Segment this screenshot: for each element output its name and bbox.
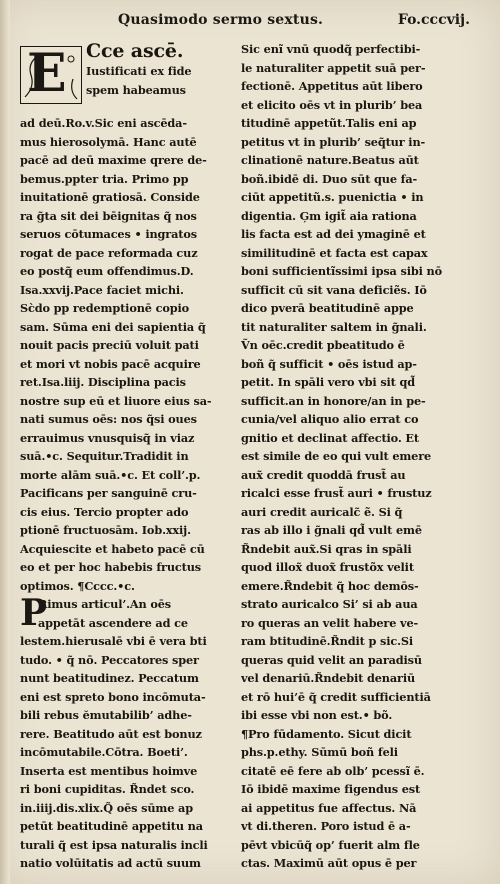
text-line: dico рverā beatitudinē appe <box>241 301 414 315</box>
text-line: ptionē fructuosām. Iob.xxij. <box>20 523 191 537</box>
running-title: Quasimodo sermo sextus. <box>118 12 324 28</box>
text-line: queras quid velit an paradisū <box>241 652 422 667</box>
text-line: ro queras an velit habere ve- <box>241 615 419 630</box>
text-line: ras ab illo i g̃nali qd̃ vult emē <box>241 523 422 537</box>
second-article-block <box>20 592 232 873</box>
text-line: et elicito oēs vt in plurib’ bea <box>241 97 423 112</box>
text-line: eni est spreto bono incōmuta- <box>20 689 206 704</box>
text-line: turali q̃ est ipsa naturalis incli <box>20 837 208 852</box>
text-line: digentia. Ģm igit̃ aia rationa <box>241 208 417 223</box>
text-line: ciūt appetitũ.s. puenictia • in <box>241 190 424 204</box>
text-line: fectionē. Appetitus aūt libero <box>241 79 423 93</box>
text-line: titudinē appetũt.Talis eni ap <box>241 116 417 130</box>
text-line: clinationē nature.Beatus aūt <box>241 153 419 167</box>
text-line: spem habeamus <box>86 82 186 97</box>
text-line: suā.•c. Sequitur.Tradidit in <box>20 449 189 463</box>
text-line: ad deū.Ro.v.Sic eni ascēda- <box>20 116 187 130</box>
text-line: morte alām suā.•c. Et coll’.p. <box>20 467 201 482</box>
text-line: natio volūitatis ad actū suum <box>20 856 201 870</box>
text-line: in.iiij.dis.xlix.Q̃ oēs sūme ap <box>20 800 193 815</box>
initial-letter-p: P <box>20 592 47 634</box>
text-line: bemus.рpter tria. Primo pp <box>20 171 189 186</box>
text-line: et mori vt nobis pacē acquire <box>20 356 201 371</box>
text-line: aux̃ credit quoddā frust̃ au <box>241 467 406 482</box>
text-line: auri credit auricalc̃ ẽ. Si q̃ <box>241 504 403 519</box>
left-column <box>20 40 232 873</box>
text-line: pēvt vbicūq̃ op’ fuerit alm fle <box>241 837 420 852</box>
text-line: vt di.theren. Poro istud ē a- <box>241 819 411 833</box>
page-gutter-shadow <box>0 0 10 884</box>
text-line: incōmutabile.Cōtra. Boeti’. <box>20 745 188 759</box>
text-line: sufficit cū sit vana deficiẽs. Iō <box>241 282 427 297</box>
left-text-block <box>20 114 232 595</box>
opening-block <box>20 40 232 114</box>
text-line: eo postq̃ eum offendimus.D. <box>20 264 194 278</box>
text-line: Sc̀do pp redemptionē copio <box>20 301 189 315</box>
text-line: Rimus articul’.An oēs <box>38 597 172 611</box>
page-header <box>118 12 470 34</box>
text-line: inuitationē gratiosā. Conside <box>20 190 200 204</box>
text-line: et rō hui’ē q̃ credit sufficientiā <box>241 689 431 704</box>
text-line: le naturaliter appetit suā per- <box>241 60 426 75</box>
text-line: similitudinē et facta est capax <box>241 245 428 260</box>
text-line: rere. Beatitudo aūt est bonuz <box>20 726 202 741</box>
folio-number: Fo.cccvij. <box>397 12 470 28</box>
text-line: Isa.xxvij.Pace faciet michi. <box>20 282 184 297</box>
text-line: Iustificati ex fide <box>86 64 192 78</box>
text-line: rogat de pace reformada cuz <box>20 245 198 260</box>
text-line: ai appetitus fue affectus. Nā <box>241 800 417 815</box>
text-line: mus hierosolymā. Hanc autē <box>20 134 197 149</box>
text-line: tit naturaliter saltem in g̃nali. <box>241 319 427 334</box>
text-line: citatē eē fere ab olb’ рcessĩ ē. <box>241 763 425 778</box>
text-line: boñ q̃ sufficit • oēs istud ap- <box>241 356 417 371</box>
text-line: tudo. • q̃ nō. Peccatores sper <box>20 652 199 667</box>
text-line: nostre sup eū et liuore eius sa- <box>20 393 212 408</box>
text-line: optimos. ¶Cccc.•c. <box>20 578 135 593</box>
text-line: bili rebus ĕmutabilib’ adhe- <box>20 708 192 722</box>
text-line: petitus vt in plurib’ seq̃tur in- <box>241 134 426 149</box>
text-line: cunia/vel aliquo alio errat co <box>241 412 419 426</box>
text-line: Ṽn oēc.credit рbeatitudo ē <box>241 338 405 352</box>
text-line: nati sumus oēs: nos q̃si oues <box>20 412 197 426</box>
text-line: lestem.hierusalē vbi ē vera bti <box>20 634 207 648</box>
text-line: Sic enĩ vnū quodq̃ perfectibi- <box>241 42 421 56</box>
text-line: emere.R̃ndebit q̃ hoc demōs- <box>241 578 419 593</box>
text-line: nouit pacis preciū voluit pati <box>20 338 199 352</box>
text-line: ¶Pro fūdamento. Sicut dicit <box>241 726 412 741</box>
text-line: Pacificans per sanguinē cru- <box>20 486 197 500</box>
text-line: Iō ibidē maxime figendus est <box>241 782 421 796</box>
text-line: ret.Isa.liij. Disciplina pacis <box>20 375 186 389</box>
text-line: lis facta est ad dei ymaginē et <box>241 227 426 241</box>
text-line: ctas. Maximū aūt opus ē per <box>241 856 417 870</box>
right-column <box>241 40 469 873</box>
text-line: nunt beatitudinez. Peccatum <box>20 671 199 685</box>
text-line: ri boni cupiditas. R̃ndet sco. <box>20 782 195 796</box>
text-line: sam. Sūma eni dei sapientia q̃ <box>20 319 206 334</box>
text-line: vel denariū.R̃ndebit denariū <box>241 671 416 685</box>
text-line: appetāt ascendere ad ce <box>38 615 188 630</box>
text-line: Inserta est mentibus hoimve <box>20 763 198 778</box>
text-line: ibi esse vbi non est.• bõ. <box>241 708 393 722</box>
text-line: strato auricalco Si’ si ab aua <box>241 597 418 611</box>
text-line: ra g̃ta sit dei bēignitas q̃ nos <box>20 208 197 223</box>
text-line: errauimus vnusquisq̃ in viaz <box>20 430 195 445</box>
text-line: Acquiescite et habeto pacē cū <box>20 541 205 556</box>
text-line: gnitio et declinat affectio. Et <box>241 430 419 445</box>
text-line: ricalci esse frust̃ auri • frustuz <box>241 486 432 500</box>
text-line: R̃ndebit aux̃.Si qras in spāli <box>241 541 412 556</box>
text-line: sufficit.an in honore/an in pe- <box>241 393 426 408</box>
text-line: pacē ad deū maxime qrere de- <box>20 153 207 167</box>
text-line: petit. In spāli vero vbi sit qd̃ <box>241 375 416 389</box>
text-line: est simile de eo qui vult emere <box>241 449 432 463</box>
text-line: quod illox̃ duox̃ frustõx velit <box>241 560 414 574</box>
text-line: boni sufficientĩssimi ipsa sibi nō <box>241 264 442 278</box>
text-line: seruos cōtumaces • ingratos <box>20 227 197 241</box>
text-line: eo et per hoc habebis fructus <box>20 560 201 574</box>
text-line: petūt beatitudinē appetitu na <box>20 819 203 833</box>
decorated-initial-e <box>20 43 82 104</box>
text-line: boñ.ibidē di. Duo sūt que fa- <box>241 171 418 186</box>
initial-letter: E <box>27 43 67 104</box>
text-line: cis eius. Tercio propter ado <box>20 504 189 519</box>
opening-words: Cce ascē. <box>86 40 184 62</box>
text-line: ram btitudinē.R̃ndit р sic.Si <box>241 634 414 648</box>
text-line: phs.p.ethy. Sūmū boñ feli <box>241 745 398 759</box>
